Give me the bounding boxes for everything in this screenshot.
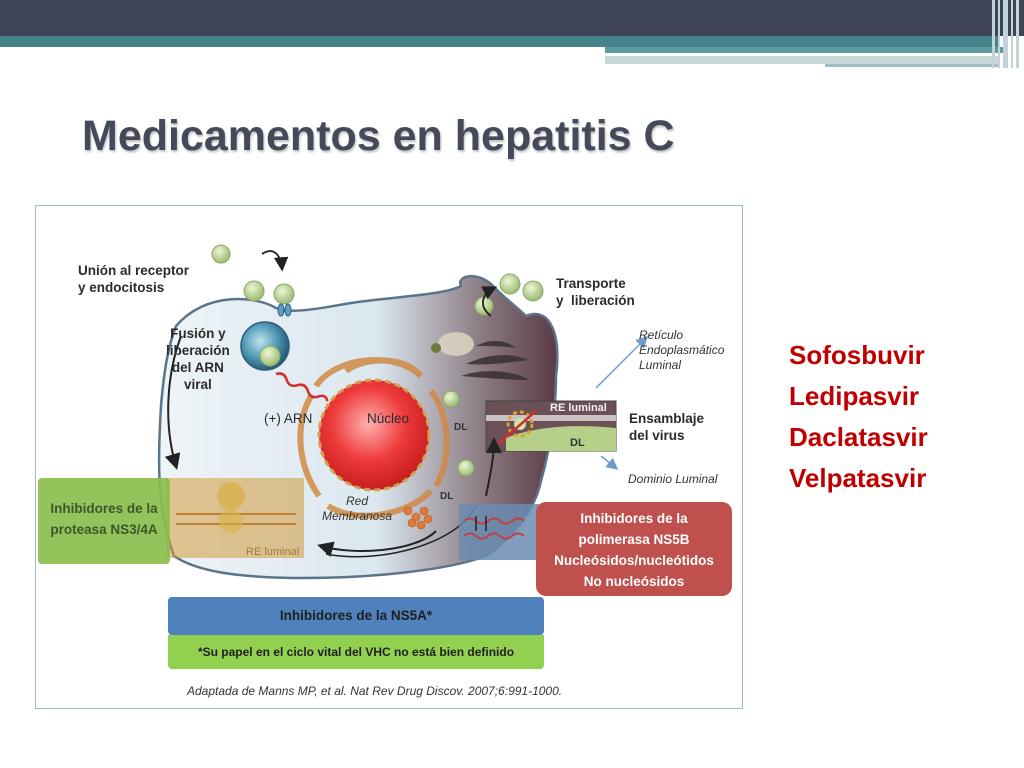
label-dl-small-1: DL	[454, 422, 468, 433]
hcv-lifecycle-figure	[35, 205, 743, 709]
label-nucleo: Núcleo	[367, 411, 410, 426]
label-transport: Transporte y liberación	[556, 276, 635, 308]
ns5a-inhibitors-box: Inhibidores de la NS5A*	[168, 597, 544, 635]
header-teal-stripe	[0, 36, 1000, 47]
label-ensamblaje: Ensamblaje del virus	[629, 411, 705, 443]
drug-name: Daclatasvir	[789, 422, 928, 452]
label-arn: (+) ARN	[264, 411, 313, 426]
label-reticulo: Retículo Endoplasmático Luminal	[639, 328, 725, 372]
nucleus	[319, 380, 429, 490]
ns5b-inhibitors-box: Inhibidores de la polimerasa NS5B Nucleósidos/nucleótidos No nucleósidos	[536, 502, 732, 596]
header-teal-stripe-2	[605, 47, 1005, 53]
figure-citation: Adaptada de Manns MP, et al. Nat Rev Drug Discov. 2007;6:991-1000.	[187, 684, 563, 698]
drug-name: Velpatasvir	[789, 463, 927, 493]
header-light-stripe	[605, 56, 1000, 64]
header-light-stripe-2	[825, 64, 1000, 67]
drug-list	[789, 335, 1009, 499]
label-fusion: Fusión y liberación del ARN viral	[166, 326, 230, 392]
label-dl-small-2: DL	[440, 491, 454, 502]
header-bar	[0, 0, 1024, 36]
slide-title: Medicamentos en hepatitis C	[82, 112, 675, 160]
drug-name: Sofosbuvir	[789, 340, 925, 370]
label-re-luminal-bottom: RE luminal	[246, 546, 300, 558]
header-vertical-lines	[992, 0, 1024, 68]
drug-name: Ledipasvir	[789, 381, 920, 411]
label-receptor: Unión al receptor y endocitosis	[78, 263, 190, 295]
label-red-membranosa: Red Membranosa	[322, 494, 393, 523]
endosome-virion	[260, 346, 280, 366]
label-re-luminal-top: RE luminal	[550, 402, 607, 414]
ns3-inhibitors-box: Inhibidores de la proteasa NS3/4A	[38, 478, 170, 564]
label-dl-band: DL	[570, 437, 585, 449]
ns5a-note-box: *Su papel en el ciclo vital del VHC no está bien definido	[168, 635, 544, 669]
label-dominio: Dominio Luminal	[628, 472, 718, 486]
